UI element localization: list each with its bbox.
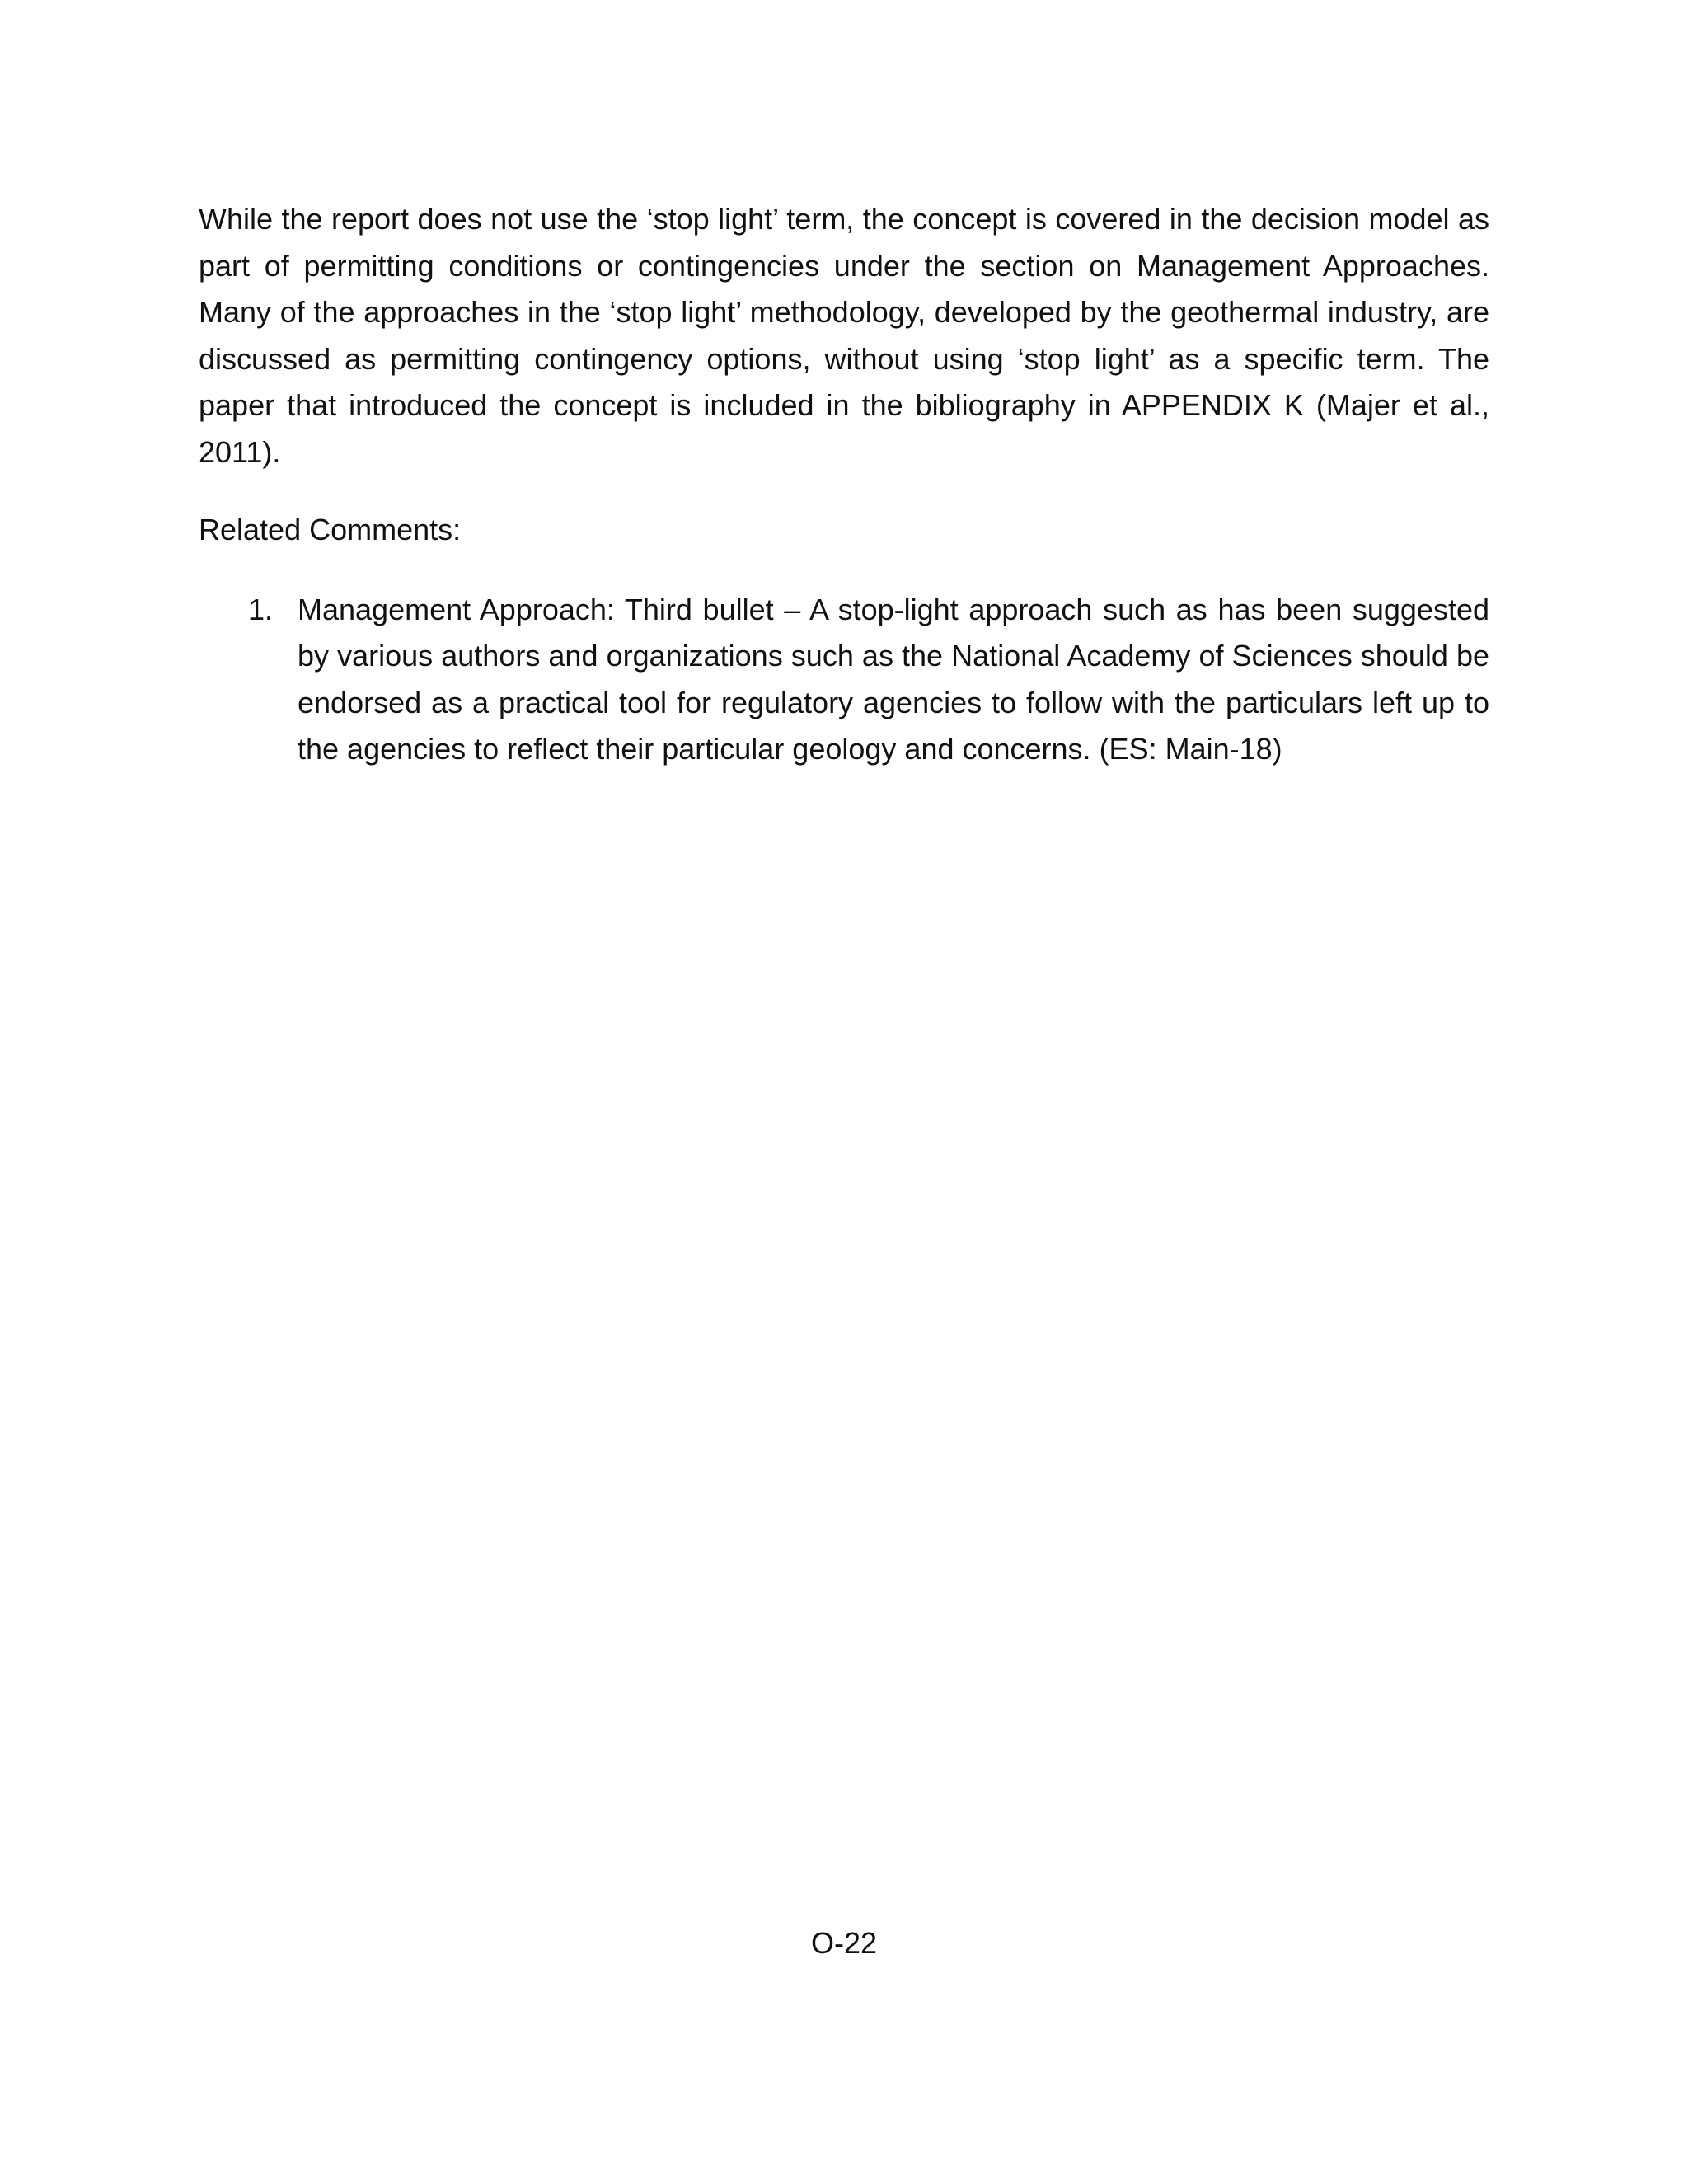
document-body (199, 196, 1489, 773)
comments-list (199, 587, 1489, 773)
comment-number: 1. (248, 592, 274, 626)
comment-item (199, 587, 1489, 773)
page-number: O-22 (810, 1926, 878, 1960)
related-comments-heading: Related Comments: (199, 513, 462, 546)
body-paragraph: While the report does not use the ‘stop light’ term, the concept is covered in the decision model as part of permitting conditions or contingencies under the section on Management Approaches. Many of the approaches in the ‘stop light’ methodology, developed by the geothermal industry, are discussed as permitting contingency options, without using ‘stop light’ as a specific term. The paper that introduced the concept is included in the bibliography in APPENDIX K (Majer et al., 2011). (199, 202, 1489, 469)
comment-text: Management Approach: Third bullet – A stop-light approach such as has been suggested by various authors and organizations such as the National Academy of Sciences should be endorsed as a practical tool for regulatory agencies to follow with the particulars left up to the agencies to reflect their particular geology and concerns. (ES: Main-18) (298, 592, 1489, 766)
